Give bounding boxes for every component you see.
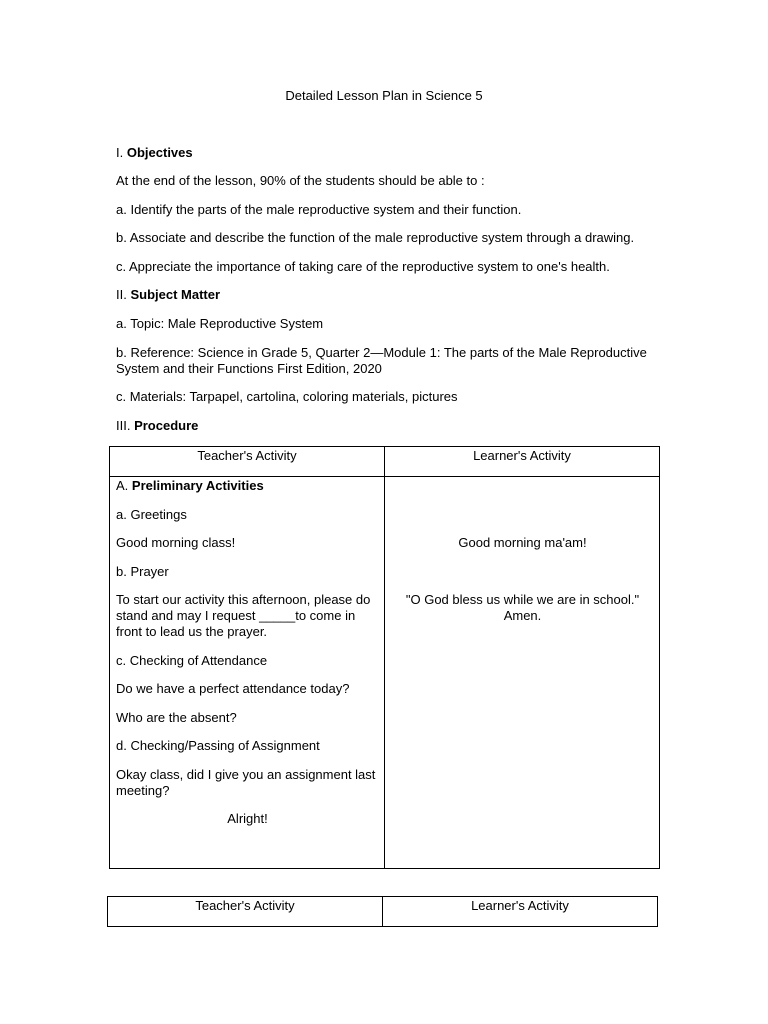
teacher-activity-cell [110,477,385,869]
prayer-line-1: To start our activity this afternoon, please do [116,592,371,607]
attendance-question-1: Do we have a perfect attendance today? [116,681,350,696]
section-heading: A. Preliminary Activities [116,478,264,493]
greetings-label: a. Greetings [116,507,187,522]
subject-reference-line1: b. Reference: Science in Grade 5, Quarter 2—Module 1: The parts of the Male Reproductive [116,345,647,360]
assignment-line-2: meeting? [116,783,170,798]
activity-table-1 [109,446,660,869]
learner-activity-cell [385,477,660,869]
alright-text: Alright! [227,811,268,826]
teacher-activity-header: Teacher's Activity [110,447,385,477]
objectives-heading: I. Objectives [116,145,193,160]
objectives-intro: At the end of the lesson, 90% of the students should be able to : [116,173,485,188]
objective-item-c: c. Appreciate the importance of taking care of the reproductive system to one's health. [116,259,610,274]
greeting-reply: Good morning ma'am! [458,535,587,550]
subject-reference-line2: System and their Functions First Edition, 2020 [116,361,382,376]
subject-topic: a. Topic: Male Reproductive System [116,316,324,331]
prayer-label: b. Prayer [116,564,169,579]
greetings-text: Good morning class! [116,535,236,550]
prayer-line-2: stand and may I request _____to come in [116,608,356,623]
learner-activity-header-2: Learner's Activity [383,897,658,927]
procedure-heading: III. Procedure [116,418,199,433]
assignment-line-1: Okay class, did I give you an assignment last [116,767,376,782]
subject-matter-heading: II. Subject Matter [116,287,221,302]
attendance-label: c. Checking of Attendance [116,653,268,668]
objective-item-b: b. Associate and describe the function of the male reproductive system through a drawing. [116,230,635,245]
assignment-label: d. Checking/Passing of Assignment [116,738,320,753]
learner-prayer-line-2: Amen. [503,608,542,623]
activity-table-2 [107,896,658,927]
prayer-line-3: front to lead us the prayer. [116,624,268,639]
document-title: Detailed Lesson Plan in Science 5 [285,88,483,103]
attendance-question-2: Who are the absent? [116,710,237,725]
teacher-activity-header-2: Teacher's Activity [108,897,383,927]
learner-activity-header: Learner's Activity [385,447,660,477]
learner-prayer-line-1: "O God bless us while we are in school." [405,592,640,607]
objective-item-a: a. Identify the parts of the male reproductive system and their function. [116,202,522,217]
subject-materials: c. Materials: Tarpapel, cartolina, coloring materials, pictures [116,389,458,404]
